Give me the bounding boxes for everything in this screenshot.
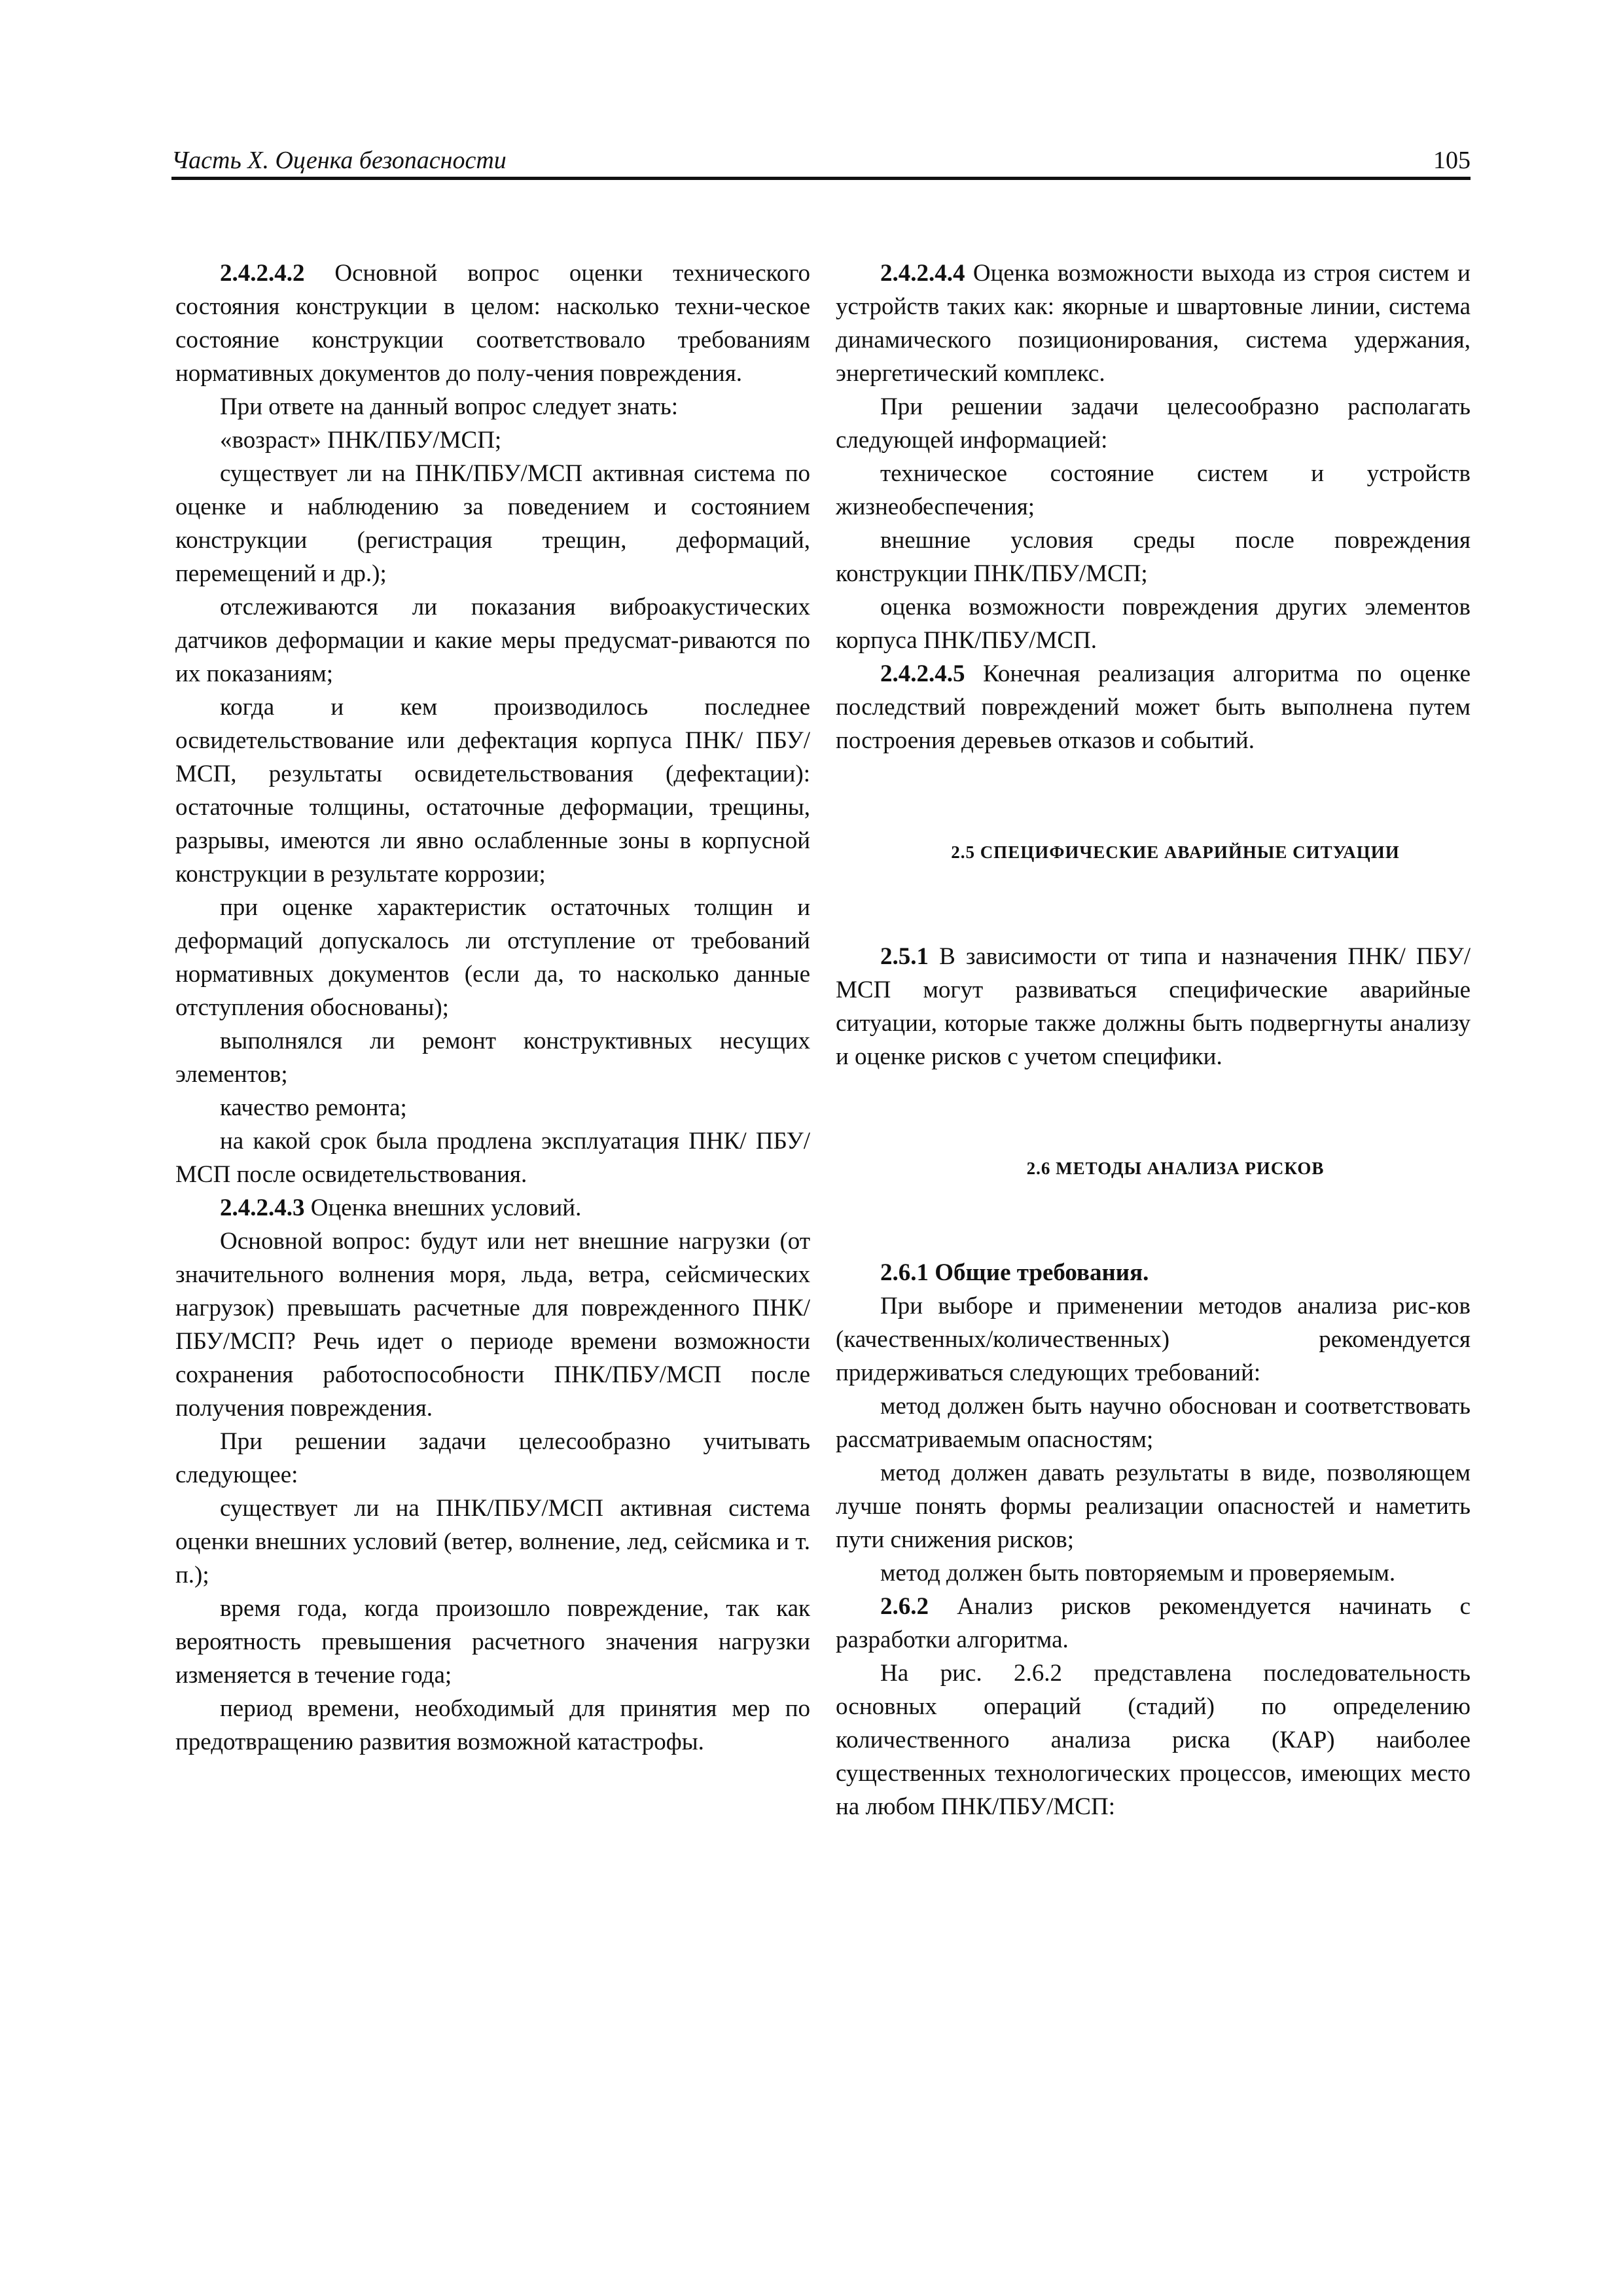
paragraph xyxy=(175,423,810,457)
clause-number: 2.6.1 Общие требования. xyxy=(880,1259,1149,1286)
paragraph-text: отслеживаются ли показания виброакустических датчиков деформации и какие меры предусмат-риваются по их показаниям; xyxy=(175,594,810,687)
paragraph xyxy=(175,691,810,891)
spacer xyxy=(836,1185,1471,1256)
paragraph-text: период времени, необходимый для принятия мер по предотвращению развития возможной катастрофы. xyxy=(175,1695,810,1755)
paragraph xyxy=(836,1456,1471,1556)
paragraph xyxy=(175,891,810,1024)
paragraph xyxy=(175,1091,810,1124)
spacer xyxy=(836,869,1471,940)
paragraph-text: метод должен быть повторяемым и проверяемым. xyxy=(880,1560,1396,1587)
paragraph xyxy=(836,1256,1471,1289)
paragraph xyxy=(175,1225,810,1425)
paragraph-text: Оценка возможности выхода из строя систем и устройств таких как: якорные и швартовные линии, система динамического позиционирования, система удержания, энергетический комплекс. xyxy=(836,260,1471,387)
paragraph xyxy=(836,1390,1471,1456)
clause-number: 2.5.1 xyxy=(880,943,929,970)
paragraph xyxy=(175,1692,810,1759)
paragraph xyxy=(175,1024,810,1091)
paragraph xyxy=(836,940,1471,1073)
paragraph xyxy=(175,390,810,423)
paragraph-text: метод должен быть научно обоснован и соответствовать рассматриваемым опасностям; xyxy=(836,1393,1471,1453)
clause-number: 2.6.2 xyxy=(880,1593,929,1620)
header-rule xyxy=(171,177,1471,180)
section-heading-2-5: 2.5 СПЕЦИФИЧЕСКИЕ АВАРИЙНЫЕ СИТУАЦИИ xyxy=(951,842,1400,862)
paragraph-text: На рис. 2.6.2 представлена последовательность основных операций (стадий) по определению количественного анализа риска (КАР) наиболее существенных технологических процессов, имеющих место на любом ПНК/ПБУ/МСП: xyxy=(836,1660,1471,1820)
paragraph xyxy=(836,590,1471,657)
paragraph xyxy=(175,457,810,590)
paragraph xyxy=(836,657,1471,757)
section-2-5-paragraphs xyxy=(836,940,1471,1073)
paragraph-text: оценка возможности повреждения других элементов корпуса ПНК/ПБУ/МСП. xyxy=(836,594,1471,654)
paragraph-text: когда и кем производилось последнее освидетельствование или дефектация корпуса ПНК/ ПБУ/МСП, результаты освидетельствования (дефектации): остаточные толщины, остаточные деформации, трещины, разрывы, имеются ли явно ослабленные зоны в корпусной конструкции в результате коррозии; xyxy=(175,694,810,888)
paragraph-text: время года, когда произошло повреждение, так как вероятность превышения расчетного значения нагрузки изменяется в течение года; xyxy=(175,1595,810,1689)
paragraph-text: «возраст» ПНК/ПБУ/МСП; xyxy=(220,427,502,454)
clause-number: 2.4.2.4.5 xyxy=(880,660,965,687)
paragraph xyxy=(175,1191,810,1225)
paragraph xyxy=(836,1590,1471,1657)
paragraph-text: При решении задачи целесообразно учитывать следующее: xyxy=(175,1428,810,1488)
left-paragraphs xyxy=(175,257,810,1759)
paragraph-text: качество ремонта; xyxy=(220,1094,407,1121)
paragraph-text: выполнялся ли ремонт конструктивных несущих элементов; xyxy=(175,1028,810,1088)
paragraph-text: В зависимости от типа и назначения ПНК/ ПБУ/МСП могут развиваться специфические аварийные ситуации, которые также должны быть подвергнуты анализу и оценке рисков с учетом специфики. xyxy=(836,943,1471,1070)
paragraph xyxy=(175,590,810,691)
right-column xyxy=(836,257,1471,1823)
paragraph xyxy=(175,257,810,390)
paragraph-text: при оценке характеристик остаточных толщин и деформаций допускалось ли отступление от требований нормативных документов (если да, то насколько данные отступления обоснованы); xyxy=(175,894,810,1021)
paragraph xyxy=(836,1289,1471,1390)
paragraph-text: внешние условия среды после повреждения конструкции ПНК/ПБУ/МСП; xyxy=(836,527,1471,587)
clause-number: 2.4.2.4.3 xyxy=(220,1194,305,1221)
paragraph-text: Основной вопрос: будут или нет внешние нагрузки (от значительного волнения моря, льда, ветра, сейсмических нагрузок) превышать расчетные для поврежденного ПНК/ПБУ/МСП? Речь идет о периоде времени возможности сохранения работоспособности ПНК/ПБУ/МСП после получения повреждения. xyxy=(175,1228,810,1422)
clause-number: 2.4.2.4.2 xyxy=(220,260,305,287)
paragraph-text: Основной вопрос оценки технического состояния конструкции в целом: насколько техни-ческое состояние конструкции соответствовало требованиям нормативных документов до полу-чения повреждения. xyxy=(175,260,810,387)
paragraph-text: на какой срок была продлена эксплуатация ПНК/ ПБУ/МСП после освидетельствования. xyxy=(175,1128,810,1188)
paragraph-text: Оценка внешних условий. xyxy=(304,1194,582,1221)
spacer xyxy=(836,1073,1471,1152)
paragraph-text: При решении задачи целесообразно располагать следующей информацией: xyxy=(836,393,1471,454)
paragraph-text: Конечная реализация алгоритма по оценке последствий повреждений может быть выполнена путем построения деревьев отказов и событий. xyxy=(836,660,1471,754)
left-column xyxy=(175,257,810,1759)
page-header xyxy=(171,143,1471,178)
paragraph xyxy=(836,1556,1471,1590)
paragraph xyxy=(175,1592,810,1692)
spacer xyxy=(836,757,1471,836)
paragraph-text: метод должен давать результаты в виде, позволяющем лучше понять формы реализации опасностей и наметить пути снижения рисков; xyxy=(836,1460,1471,1553)
paragraph xyxy=(175,1492,810,1592)
paragraph xyxy=(175,1124,810,1191)
paragraph xyxy=(836,257,1471,390)
section-2-6-paragraphs xyxy=(836,1256,1471,1823)
page-number: 105 xyxy=(1433,147,1471,174)
paragraph-text: При ответе на данный вопрос следует знать: xyxy=(220,393,679,420)
paragraph-text: Анализ рисков рекомендуется начинать с разработки алгоритма. xyxy=(836,1593,1471,1653)
paragraph xyxy=(836,524,1471,590)
paragraph-text: техническое состояние систем и устройств жизнеобеспечения; xyxy=(836,460,1471,520)
paragraph-text: существует ли на ПНК/ПБУ/МСП активная система оценки внешних условий (ветер, волнение, лед, сейсмика и т. п.); xyxy=(175,1495,810,1588)
running-title: Часть X. Оценка безопасности xyxy=(171,147,507,174)
section-heading-2-6: 2.6 МЕТОДЫ АНАЛИЗА РИСКОВ xyxy=(1026,1158,1325,1178)
right-paragraphs-top xyxy=(836,257,1471,757)
paragraph xyxy=(175,1425,810,1492)
paragraph xyxy=(836,457,1471,524)
clause-number: 2.4.2.4.4 xyxy=(880,260,965,287)
paragraph-text: существует ли на ПНК/ПБУ/МСП активная система по оценке и наблюдению за поведением и состоянием конструкции (регистрация трещин, деформаций, перемещений и др.); xyxy=(175,460,810,587)
paragraph xyxy=(836,390,1471,457)
paragraph-text: При выборе и применении методов анализа рис-ков (качественных/количественных) рекомендуется придерживаться следующих требований: xyxy=(836,1293,1471,1386)
paragraph xyxy=(836,1657,1471,1823)
